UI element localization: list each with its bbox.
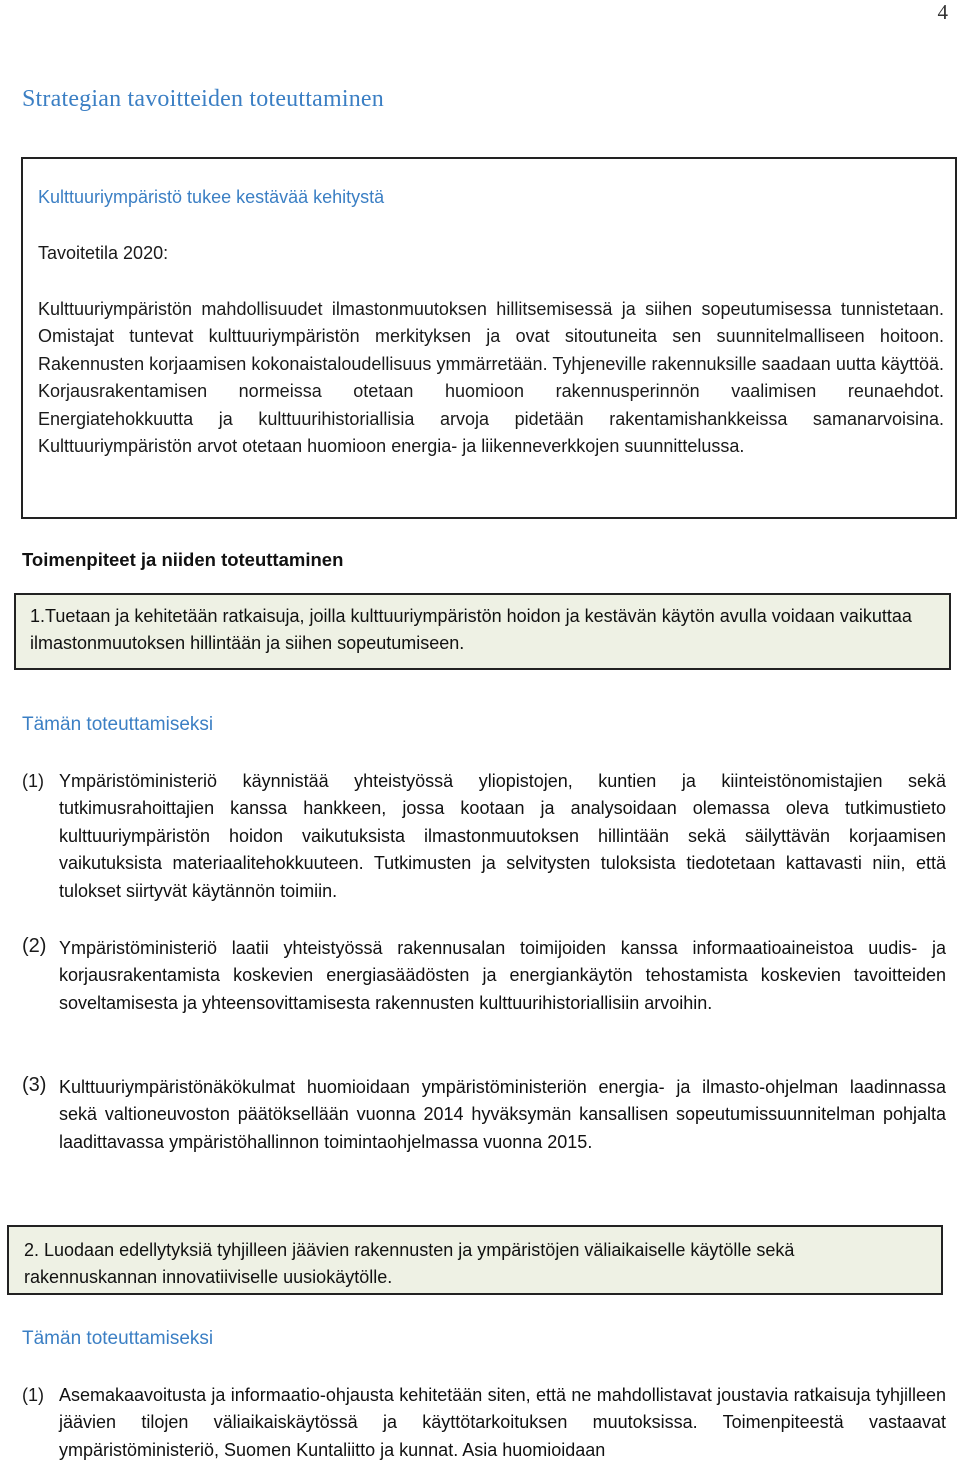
item-text: Asemakaavoitusta ja informaatio-ohjausta kehitetään siten, että ne mahdollistavat joustavia ratkaisuja tyhjilleen jäävien tilojen väliaikaiskäytössä ja käyttötarkoituksen muutoksissa. Toimenpiteestä vastaavat ympäristöministeriö, Suomen Kuntaliitto ja kunnat. Asia huomioidaan [59,1385,946,1460]
measures-heading: Toimenpiteet ja niiden toteuttaminen [22,549,344,570]
item-number: (1) [22,1385,44,1405]
goal-label: Tavoitetila 2020: [38,243,169,263]
measure-1-text: 1.Tuetaan ja kehitetään ratkaisuja, joilla kulttuuriympäristön hoidon ja kestävän käytön avulla voidaan vaikuttaa ilmastonmuutoksen hillintään ja siihen sopeutumiseen. [30,606,912,654]
goal-box [21,157,957,519]
measure-1-item-2 [22,935,946,1017]
measure-2-text: 2. Luodaan edellytyksiä tyhjilleen jäävien rakennusten ja ympäristöjen väliaikaiselle käytölle sekä rakennuskannan innovatiiviselle uusiokäytölle. [24,1240,795,1288]
page-number: 4 [937,0,948,24]
goal-subtitle: Kulttuuriympäristö tukee kestävää kehitystä [38,187,385,207]
measure-1-box [14,593,951,670]
measure-2-item-1 [22,1382,946,1464]
item-number: (1) [22,771,44,791]
item-text: Ympäristöministeriö käynnistää yhteistyössä yliopistojen, kuntien ja kiinteistönomistajien sekä tutkimusrahoittajien kanssa hankkeen, jossa kootaan ja analysoidaan olemassa oleva tutkimustieto kulttuuriympäristön hoidon vaikutuksista ilmastonmuutoksen hillintään sekä säilyttävän korjaamisen vaikutuksista materiaalitehokkuuteen. Tutkimusten ja selvitysten tuloksista tiedotetaan kattavasti niin, että tulokset siirtyvät käytännön toimiin. [59,771,946,901]
item-number: (2) [22,935,47,957]
measure-2-box [7,1225,943,1295]
measure-1-item-1 [22,768,946,905]
measure-1-subheading: Tämän toteuttamiseksi [22,714,214,735]
measure-1-item-3 [22,1074,946,1156]
measure-2-subheading: Tämän toteuttamiseksi [22,1328,214,1349]
page-title: Strategian tavoitteiden toteuttaminen [22,86,384,112]
item-text: Ympäristöministeriö laatii yhteistyössä rakennusalan toimijoiden kanssa informaatioaineistoa uudis- ja korjausrakentamista koskevien energiasäädösten ja energiankäytön tehostamista koskevien tavoitteiden soveltamisesta ja yhteensovittamisesta rakennusten kulttuurihistoriallisiin arvoihin. [59,938,946,1013]
goal-text: Kulttuuriympäristön mahdollisuudet ilmastonmuutoksen hillitsemisessä ja siihen sopeutumisessa tunnistetaan. Omistajat tuntevat kulttuuriympäristön merkityksen ja ovat sitoutuneita sen suunnitelmalliseen hoitoon. Rakennusten korjaamisen kokonaistaloudellisuus ymmärretään. Tyhjeneville rakennuksille saadaan uutta käyttöä. Korjausrakentamisen normeissa otetaan huomioon rakennusperinnön vaalimisen reunaehdot. Energiatehokkuutta ja kulttuurihistoriallisia arvoja pidetään rakentamishankkeissa samanarvoisina. Kulttuuriympäristön arvot otetaan huomioon energia- ja liikenneverkkojen suunnittelussa. [38,299,944,457]
item-text: Kulttuuriympäristönäkökulmat huomioidaan ympäristöministeriön energia- ja ilmasto-ohjelman laadinnassa sekä valtioneuvoston päätöksellään vuonna 2014 hyväksymän kansallisen sopeutumissuunnitelman pohjalta laadittavassa ympäristöhallinnon toimintaohjelmassa vuonna 2015. [59,1077,946,1152]
item-number: (3) [22,1074,47,1096]
